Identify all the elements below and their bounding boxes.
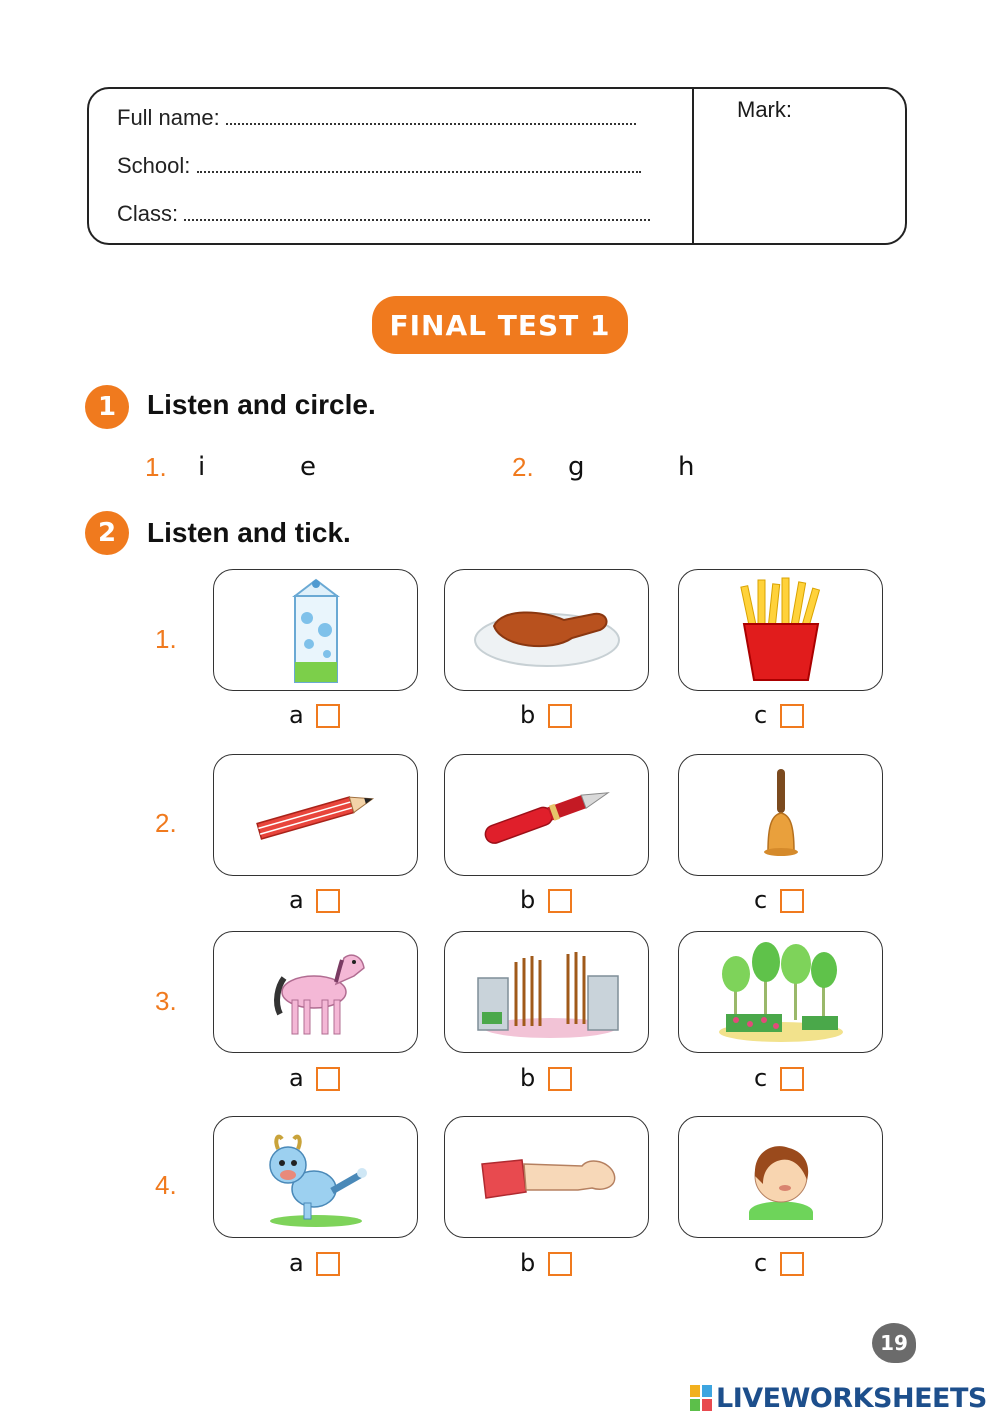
class-line[interactable] xyxy=(117,201,650,227)
picture-french-fries xyxy=(678,569,883,691)
tick-1b-letter: b xyxy=(520,701,536,729)
full-name-line[interactable] xyxy=(117,105,636,131)
full-name-dots xyxy=(226,107,636,125)
tick-row-4-number: 4. xyxy=(155,1170,177,1200)
tick-box-3b[interactable] xyxy=(548,1067,572,1091)
bell-icon xyxy=(756,765,806,865)
student-info-box xyxy=(87,87,907,245)
picture-goat xyxy=(213,1116,418,1238)
tick-row-2-number: 2. xyxy=(155,808,177,838)
section-1-number: 1 xyxy=(85,385,129,429)
picture-milk-carton xyxy=(213,569,418,691)
picture-garden xyxy=(678,931,883,1053)
school-label: School: xyxy=(117,153,191,178)
horse-icon xyxy=(256,940,376,1044)
head-icon xyxy=(741,1132,821,1222)
tick-4c-letter: c xyxy=(754,1249,768,1277)
picture-horse xyxy=(213,931,418,1053)
goat-icon xyxy=(256,1125,376,1229)
gate-icon xyxy=(472,942,622,1042)
picture-chicken-leg xyxy=(444,569,649,691)
tick-box-3a[interactable] xyxy=(316,1067,340,1091)
tick-2b-letter: b xyxy=(520,886,536,914)
tick-box-4b[interactable] xyxy=(548,1252,572,1276)
class-dots xyxy=(184,203,650,221)
tick-2a-letter: a xyxy=(289,886,304,914)
circle-option-e[interactable]: e xyxy=(300,452,316,482)
picture-bell xyxy=(678,754,883,876)
picture-pencil xyxy=(213,754,418,876)
milk-carton-icon xyxy=(281,574,351,686)
circle-option-i[interactable]: i xyxy=(198,452,206,482)
tick-3c-letter: c xyxy=(754,1064,768,1092)
circle-option-h[interactable]: h xyxy=(678,452,695,482)
section-2-title: Listen and tick. xyxy=(147,517,351,548)
tick-3a-letter: a xyxy=(289,1064,304,1092)
tick-box-1c[interactable] xyxy=(780,704,804,728)
school-dots xyxy=(197,155,641,173)
tick-4b-letter: b xyxy=(520,1249,536,1277)
tick-box-2a[interactable] xyxy=(316,889,340,913)
picture-arm xyxy=(444,1116,649,1238)
picture-gate xyxy=(444,931,649,1053)
brand-logo[interactable] xyxy=(690,1380,990,1416)
circle-option-g[interactable]: g xyxy=(568,452,585,482)
mark-label: Mark: xyxy=(737,97,792,122)
circle-question-1-number: 1. xyxy=(145,452,167,482)
brand-name: LIVEWORKSHEETS xyxy=(716,1382,987,1414)
tick-box-2b[interactable] xyxy=(548,889,572,913)
garden-icon xyxy=(716,940,846,1044)
class-label: Class: xyxy=(117,201,179,226)
pencil-icon xyxy=(251,785,381,845)
french-fries-icon xyxy=(736,576,826,684)
tick-box-1a[interactable] xyxy=(316,704,340,728)
tick-row-3-number: 3. xyxy=(155,986,177,1016)
tick-3b-letter: b xyxy=(520,1064,536,1092)
tick-box-2c[interactable] xyxy=(780,889,804,913)
tick-box-1b[interactable] xyxy=(548,704,572,728)
section-2-number: 2 xyxy=(85,511,129,555)
liveworksheets-logo-icon xyxy=(690,1385,712,1411)
picture-pen xyxy=(444,754,649,876)
tick-box-3c[interactable] xyxy=(780,1067,804,1091)
pen-icon xyxy=(472,780,622,850)
page-title: FINAL TEST 1 xyxy=(372,296,628,354)
arm-icon xyxy=(472,1142,622,1212)
section-1-title: Listen and circle. xyxy=(147,389,376,420)
tick-4a-letter: a xyxy=(289,1249,304,1277)
tick-2c-letter: c xyxy=(754,886,768,914)
school-line[interactable] xyxy=(117,153,641,179)
info-divider xyxy=(692,89,694,243)
page-number: 19 xyxy=(872,1323,916,1363)
picture-head xyxy=(678,1116,883,1238)
full-name-label: Full name: xyxy=(117,105,220,130)
tick-row-1-number: 1. xyxy=(155,624,177,654)
chicken-leg-icon xyxy=(472,590,622,670)
tick-1a-letter: a xyxy=(289,701,304,729)
tick-box-4c[interactable] xyxy=(780,1252,804,1276)
tick-1c-letter: c xyxy=(754,701,768,729)
circle-question-2-number: 2. xyxy=(512,452,534,482)
tick-box-4a[interactable] xyxy=(316,1252,340,1276)
